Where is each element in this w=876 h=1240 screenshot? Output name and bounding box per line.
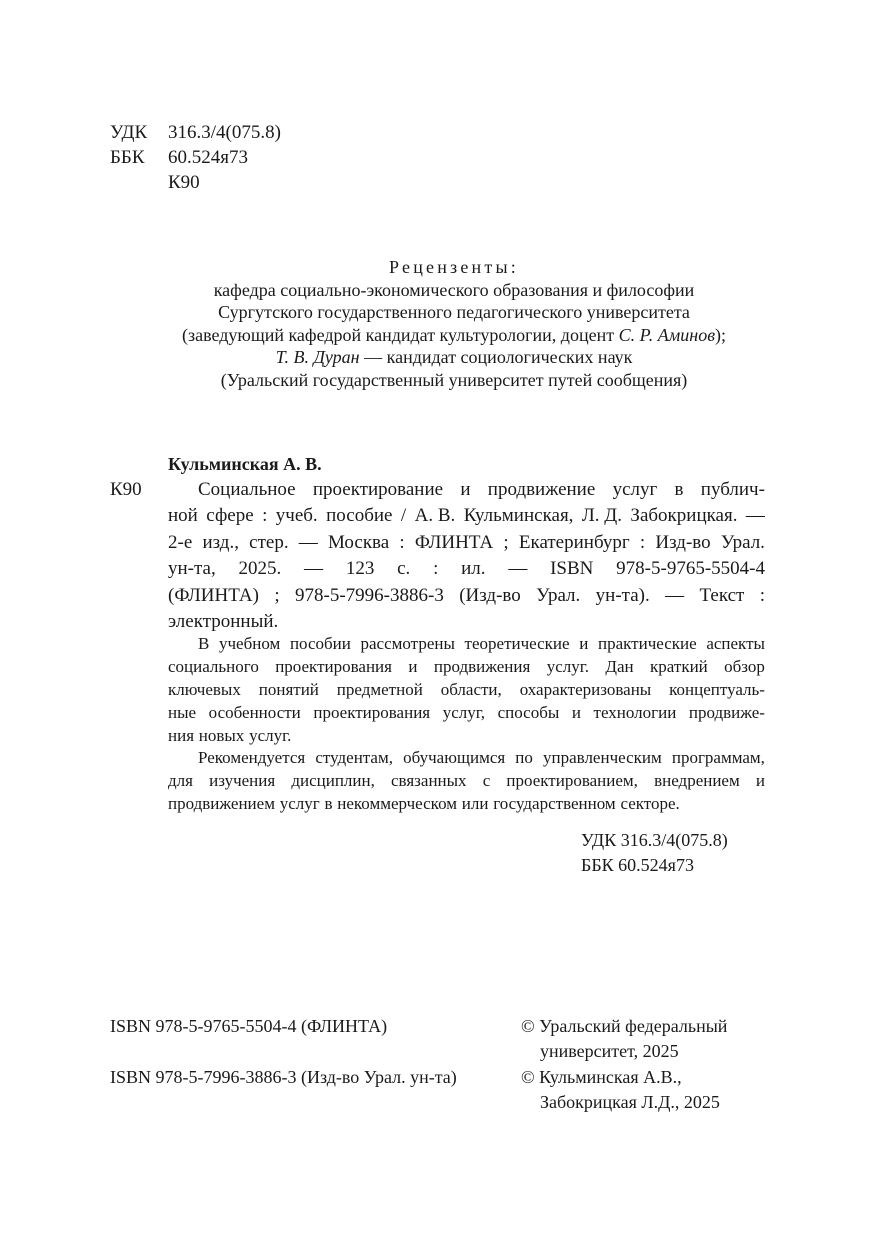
copyright-authors-cont: Забокрицкая Л.Д., 2025 bbox=[540, 1092, 720, 1112]
word: — bbox=[665, 584, 685, 606]
text-line bbox=[168, 633, 765, 656]
word: Екатеринбург bbox=[518, 531, 630, 553]
word: сфере bbox=[206, 505, 254, 527]
reviewer-text: — кандидат социологических наук bbox=[359, 347, 633, 367]
word: обзор bbox=[724, 656, 765, 676]
reviewer-line: кафедра социально-экономического образования и философии bbox=[213, 279, 695, 300]
word: и bbox=[571, 702, 581, 722]
word: технологии bbox=[593, 702, 677, 722]
bbk-label: ББК bbox=[110, 147, 145, 168]
word: — bbox=[508, 558, 528, 580]
word: способы bbox=[497, 702, 560, 722]
word: теоретические bbox=[464, 634, 570, 653]
word: ключевых bbox=[168, 679, 241, 699]
word: 978-5-7996-3886-3 bbox=[295, 584, 444, 606]
word: концептуаль- bbox=[669, 679, 765, 699]
word: области, bbox=[440, 679, 502, 699]
text-line bbox=[168, 477, 765, 503]
word: по bbox=[515, 748, 533, 768]
word: — bbox=[298, 531, 318, 553]
word: продвижение bbox=[487, 479, 596, 500]
copyright-urfu: © Уральский федеральный bbox=[521, 1016, 728, 1036]
word: А. В. bbox=[414, 505, 456, 527]
word: Текст bbox=[699, 584, 745, 606]
text-line bbox=[168, 679, 765, 702]
word: студентам, bbox=[315, 748, 393, 768]
word: услуг, bbox=[442, 702, 486, 722]
word: и bbox=[579, 634, 589, 653]
word: учеб. bbox=[275, 505, 318, 527]
text-line bbox=[168, 702, 765, 725]
word: в bbox=[324, 794, 333, 814]
word: ISBN bbox=[550, 558, 594, 580]
word: продвиже- bbox=[688, 702, 765, 722]
word: Урал. bbox=[720, 531, 765, 553]
word: стер. bbox=[249, 531, 289, 553]
word: — bbox=[304, 558, 324, 580]
word: : bbox=[759, 584, 765, 606]
copyright-urfu-cont: университет, 2025 bbox=[540, 1041, 679, 1061]
word: ил. bbox=[461, 558, 486, 580]
isbn-flinta: ISBN 978-5-9765-5504-4 (ФЛИНТА) bbox=[110, 1016, 388, 1036]
word: охарактеризованы bbox=[519, 679, 652, 699]
word: в bbox=[674, 479, 684, 500]
word: проектирования bbox=[313, 702, 431, 722]
word: краткий bbox=[650, 656, 708, 676]
word: проектированием, bbox=[506, 771, 638, 791]
text-line bbox=[168, 747, 765, 770]
word: — bbox=[745, 505, 765, 527]
udk-code: УДК 316.3/4(075.8) bbox=[581, 830, 728, 850]
word: Кульминская, bbox=[463, 505, 574, 527]
word: проектирование bbox=[312, 479, 444, 500]
word: продвижения bbox=[433, 656, 531, 676]
text-line bbox=[168, 503, 765, 529]
word: дисциплин, bbox=[291, 771, 375, 791]
word: государственном bbox=[493, 794, 616, 814]
udk-value: 316.3/4(075.8) bbox=[168, 122, 281, 143]
word: программам, bbox=[671, 748, 765, 768]
word: ФЛИНТА bbox=[414, 531, 494, 553]
word: ния bbox=[168, 725, 195, 745]
word: и bbox=[755, 771, 765, 791]
word: для bbox=[168, 771, 193, 791]
word: связанных bbox=[391, 771, 467, 791]
word: Изд-во bbox=[655, 531, 711, 553]
word: новых bbox=[198, 725, 245, 745]
reviewer-line bbox=[110, 324, 798, 347]
bbk-value: 60.524я73 bbox=[168, 147, 248, 168]
word: ; bbox=[274, 584, 280, 606]
word: услуг. bbox=[546, 656, 590, 676]
word: 123 bbox=[345, 558, 375, 580]
record-author: Кульминская А. В. bbox=[168, 454, 322, 474]
word: или bbox=[461, 794, 489, 814]
reviewer-line: Сургутского государственного педагогического университета bbox=[218, 302, 690, 322]
word: социального bbox=[168, 656, 259, 676]
word: обучающимся bbox=[403, 748, 506, 768]
word: услуг. bbox=[249, 725, 292, 745]
word: изучения bbox=[209, 771, 276, 791]
word: пособии bbox=[289, 634, 351, 653]
text-line bbox=[168, 793, 765, 816]
reviewer-name: Т. В. Дуран bbox=[275, 347, 360, 367]
word: : bbox=[433, 558, 439, 580]
word: / bbox=[400, 505, 407, 527]
reviewer-text: ); bbox=[715, 324, 727, 345]
word: В bbox=[198, 634, 210, 653]
word: учебном bbox=[219, 634, 281, 653]
bbk-code: ББК 60.524я73 bbox=[581, 855, 694, 875]
word: 2-е bbox=[168, 531, 193, 553]
word: (ФЛИНТА) bbox=[168, 584, 259, 606]
word: проектирования bbox=[275, 656, 392, 676]
word: услуг bbox=[612, 479, 658, 500]
text-line bbox=[168, 770, 765, 793]
text-line bbox=[168, 583, 765, 609]
word: продвижением bbox=[168, 794, 275, 814]
word: Москва bbox=[328, 531, 390, 553]
word: особенности bbox=[208, 702, 301, 722]
word: Социальное bbox=[198, 479, 296, 500]
text-line bbox=[168, 530, 765, 556]
word: Дан bbox=[605, 656, 634, 676]
word: практические bbox=[597, 634, 697, 653]
author-mark: К90 bbox=[168, 172, 200, 193]
reviewer-name: С. Р. Аминов bbox=[618, 324, 716, 345]
word: ун-та). bbox=[595, 584, 650, 606]
word: Забокрицкая. bbox=[630, 505, 738, 527]
word: секторе. bbox=[620, 794, 680, 814]
reviewers-heading: Рецензенты: bbox=[389, 257, 519, 277]
text-line bbox=[168, 609, 765, 635]
word: : bbox=[262, 505, 268, 527]
word: ; bbox=[503, 531, 509, 553]
bibliographic-record bbox=[168, 477, 765, 635]
word: с bbox=[482, 771, 491, 791]
word: Л. Д. bbox=[581, 505, 622, 527]
word: некоммерческом bbox=[337, 794, 457, 814]
codes-bottom bbox=[581, 828, 728, 878]
text-line bbox=[168, 725, 765, 748]
word: ун-та, bbox=[168, 558, 216, 580]
word: : bbox=[639, 531, 646, 553]
word: изд., bbox=[202, 531, 239, 553]
word: Рекомендуется bbox=[198, 748, 306, 768]
word: с. bbox=[397, 558, 411, 580]
word: 2025. bbox=[238, 558, 282, 580]
word: Урал. bbox=[536, 584, 581, 606]
word: управленческим bbox=[543, 748, 662, 768]
reviewer-line bbox=[110, 346, 798, 369]
word: и bbox=[460, 479, 471, 500]
text-line bbox=[168, 556, 765, 582]
word: рассмотрены bbox=[360, 634, 455, 653]
text-line bbox=[168, 656, 765, 679]
annotation bbox=[168, 633, 765, 816]
word: предметной bbox=[336, 679, 423, 699]
word: понятий bbox=[258, 679, 319, 699]
word: аспекты bbox=[706, 634, 765, 653]
reviewer-text: (заведующий кафедрой кандидат культурологии, доцент bbox=[181, 324, 619, 345]
word: ные bbox=[168, 702, 197, 722]
reviewers-block bbox=[110, 256, 798, 391]
udk-label: УДК bbox=[110, 122, 148, 143]
word: внедрением bbox=[654, 771, 740, 791]
word: ной bbox=[168, 505, 198, 527]
record-mark: К90 bbox=[110, 479, 142, 500]
word: услуг bbox=[279, 794, 320, 814]
word: : bbox=[399, 531, 405, 553]
reviewer-line: (Уральский государственный университет путей сообщения) bbox=[220, 369, 688, 390]
word: и bbox=[408, 656, 418, 676]
word: электронный. bbox=[168, 610, 279, 632]
word: 978-5-9765-5504-4 bbox=[616, 558, 765, 580]
word: пособие bbox=[326, 505, 393, 527]
copyright-authors: © Кульминская А.В., bbox=[521, 1067, 682, 1087]
word: (Изд-во bbox=[459, 584, 521, 606]
word: публич- bbox=[700, 479, 765, 500]
isbn-urfu: ISBN 978-5-7996-3886-3 (Изд-во Урал. ун-та) bbox=[110, 1067, 457, 1087]
